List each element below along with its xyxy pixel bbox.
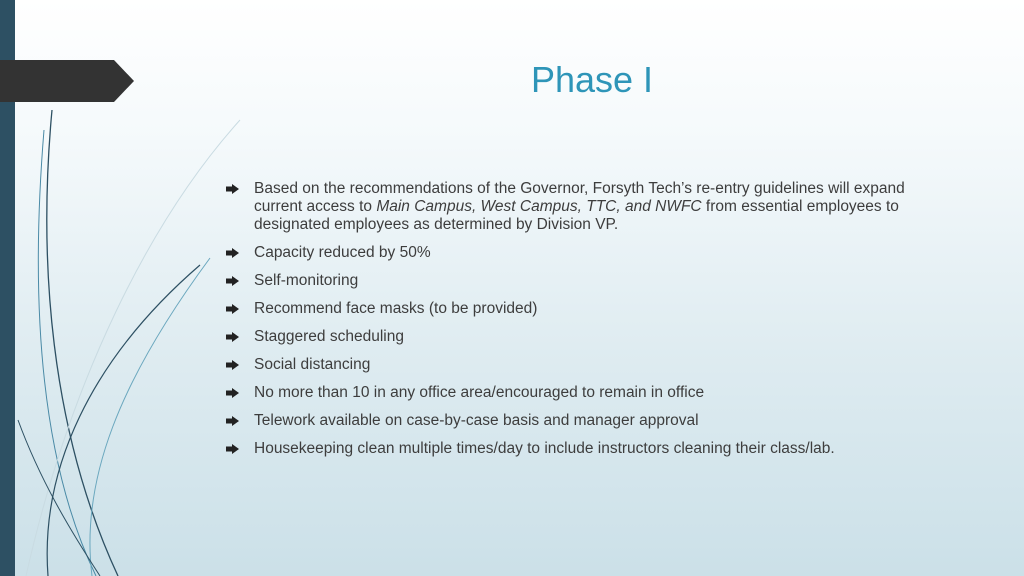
bullet-list	[226, 180, 946, 468]
arrow-bullet-icon	[226, 304, 239, 314]
list-item	[226, 440, 946, 458]
arrow-bullet-icon	[226, 332, 239, 342]
arrow-bullet-icon	[226, 276, 239, 286]
list-item-text: Capacity reduced by 50%	[254, 244, 431, 261]
arrow-bullet-icon	[226, 416, 239, 426]
list-item-text: Staggered scheduling	[254, 328, 404, 345]
list-item	[226, 180, 946, 234]
list-item	[226, 356, 946, 374]
list-item-text: No more than 10 in any office area/encouraged to remain in office	[254, 384, 705, 401]
list-item-text: Housekeeping clean multiple times/day to include instructors cleaning their class/lab.	[254, 440, 835, 457]
list-item	[226, 384, 946, 402]
list-item	[226, 328, 946, 346]
list-item-text: Telework available on case-by-case basis and manager approval	[254, 412, 699, 429]
list-item	[226, 244, 946, 262]
list-item-text: Recommend face masks (to be provided)	[254, 300, 538, 317]
list-item-text: Self-monitoring	[254, 272, 359, 289]
list-item-text: Based on the recommendations of the Governor, Forsyth Tech’s re-entry guidelines will expand current access to Main Campus, West Campus, TTC, and NWFC from essential employees to designated employees as determined by Division VP.	[254, 180, 905, 233]
arrow-bullet-icon	[226, 444, 239, 454]
list-item	[226, 272, 946, 290]
list-item-text: Social distancing	[254, 356, 371, 373]
list-item	[226, 412, 946, 430]
arrow-bullet-icon	[226, 360, 239, 370]
left-accent-bar	[0, 0, 15, 576]
list-item	[226, 300, 946, 318]
arrow-bullet-icon	[226, 388, 239, 398]
slide-title: Phase I	[530, 59, 654, 100]
arrow-bullet-icon	[226, 184, 239, 194]
arrow-bullet-icon	[226, 248, 239, 258]
